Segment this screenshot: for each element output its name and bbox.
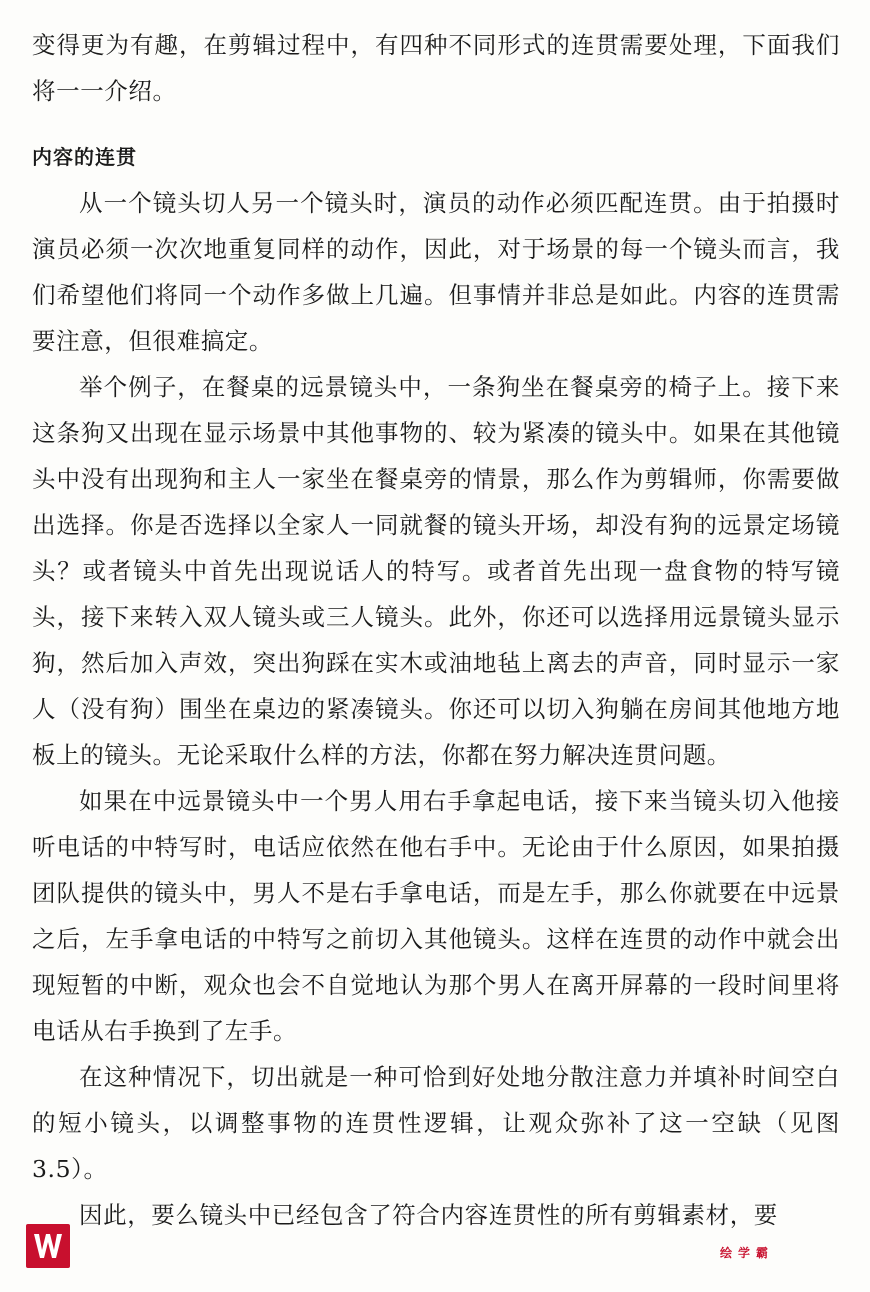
paragraph-2: 举个例子，在餐桌的远景镜头中，一条狗坐在餐桌旁的椅子上。接下来这条狗又出现在显示场景中其他事物的、较为紧凑的镜头中。如果在其他镜头中没有出现狗和主人一家坐在餐桌旁的情景，那么作为剪辑师，你需要做出选择。你是否选择以全家人一同就餐的镜头开场，却没有狗的远景定场镜头？或者镜头中首先出现说话人的特写。或者首先出现一盘食物的特写镜头，接下来转入双人镜头或三人镜头。此外，你还可以选择用远景镜头显示狗，然后加入声效，突出狗踩在实木或油地毡上离去的声音，同时显示一家人（没有狗）围坐在桌边的紧凑镜头。你还可以切入狗躺在房间其他地方地板上的镜头。无论采取什么样的方法，你都在努力解决连贯问题。 bbox=[32, 373, 840, 769]
document-page bbox=[32, 22, 840, 1238]
paragraph-4: 在这种情况下，切出就是一种可恰到好处地分散注意力并填补时间空白的短小镜头，以调整事物的连贯性逻辑，让观众弥补了这一空缺（见图3.5）。 bbox=[32, 1063, 840, 1183]
paragraph-5: 因此，要么镜头中已经包含了符合内容连贯性的所有剪辑素材，要 bbox=[79, 1201, 778, 1229]
paragraph-1: 从一个镜头切人另一个镜头时，演员的动作必须匹配连贯。由于拍摄时演员必须一次次地重复同样的动作，因此，对于场景的每一个镜头而言，我们希望他们将同一个动作多做上几遍。但事情并非总是如此。内容的连贯需要注意，但很难搞定。 bbox=[32, 189, 840, 355]
w-logo-icon bbox=[26, 1224, 70, 1268]
paragraph-3: 如果在中远景镜头中一个男人用右手拿起电话，接下来当镜头切入他接听电话的中特写时，电话应依然在他右手中。无论由于什么原因，如果拍摄团队提供的镜头中，男人不是右手拿电话，而是左手，那么你就要在中远景之后，左手拿电话的中特写之前切入其他镜头。这样在连贯的动作中就会出现短暂的中断，观众也会不自觉地认为那个男人在离开屏幕的一段时间里将电话从右手换到了左手。 bbox=[32, 787, 840, 1045]
section-heading: 内容的连贯 bbox=[32, 145, 137, 169]
w-logo-glyph bbox=[30, 1228, 66, 1264]
paragraph-intro: 变得更为有趣，在剪辑过程中，有四种不同形式的连贯需要处理，下面我们将一一介绍。 bbox=[32, 31, 840, 105]
watermark-text: 绘学霸 bbox=[720, 1246, 775, 1260]
